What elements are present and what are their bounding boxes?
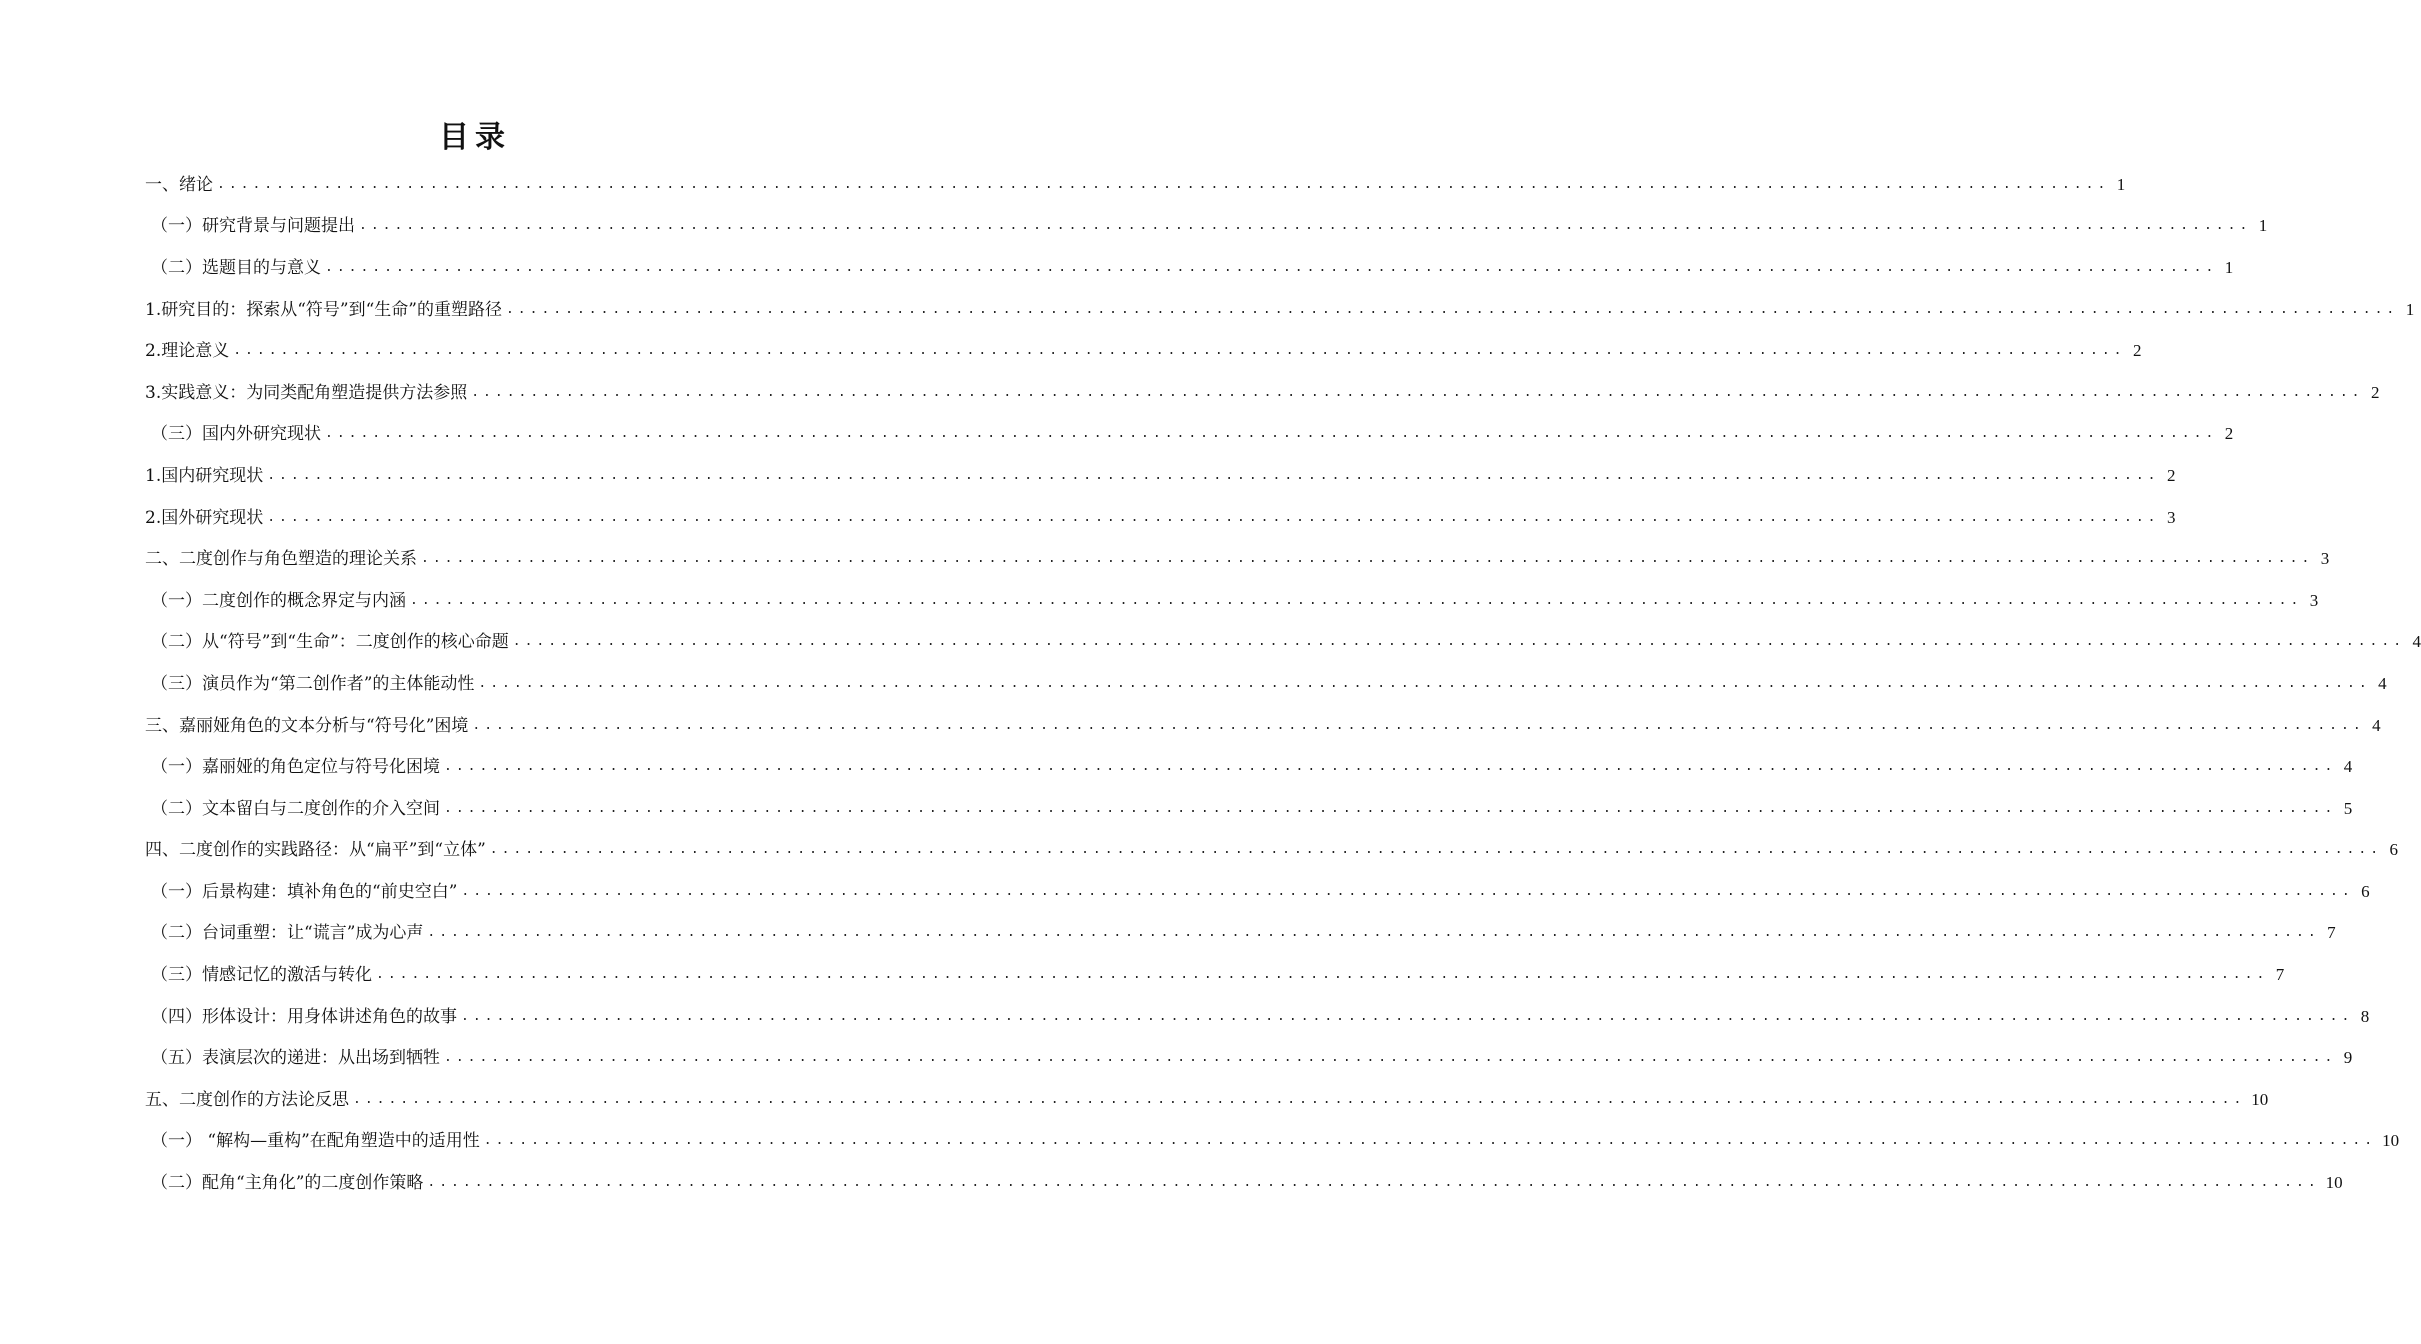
toc-entry-title: （二）选题目的与意义 <box>151 257 321 278</box>
toc-entry-title: 3.实践意义：为同类配角塑造提供方法参照 <box>145 382 468 403</box>
toc-entry[interactable] <box>145 1162 2343 1204</box>
toc-entry[interactable] <box>145 746 2353 788</box>
toc-entry-page-number: 4 <box>2343 757 2353 777</box>
toc-entry-title: 二、二度创作与角色塑造的理论关系 <box>145 549 417 570</box>
toc-entry[interactable] <box>145 1121 2400 1163</box>
toc-entry[interactable] <box>145 372 2380 414</box>
toc-entry[interactable] <box>145 788 2353 830</box>
dot-leader: ................................................................................................................................................................ <box>461 883 2354 899</box>
toc-entry-page-number: 2 <box>2167 465 2176 485</box>
toc-title: 目录 <box>439 120 511 155</box>
dot-leader: ................................................................................................................................................................ <box>471 384 2364 400</box>
toc-entry-page-number: 2 <box>2224 424 2234 444</box>
toc-entry-page-number: 4 <box>2378 673 2387 693</box>
toc-entry-title: 1.研究目的：探索从“符号”到“生命”的重塑路径 <box>145 299 502 320</box>
dot-leader: ................................................................................................................................................................ <box>444 1050 2337 1066</box>
toc-entry-title: （三）国内外研究现状 <box>151 424 321 445</box>
dot-leader: ................................................................................................................................................................ <box>267 509 2160 525</box>
toc-entry-title: （一） “解构—重构”在配角塑造中的适用性 <box>151 1131 480 1152</box>
dot-leader: ................................................................................................................................................................ <box>325 259 2218 275</box>
toc-entry-page-number: 6 <box>2361 881 2370 901</box>
toc-entry-title: （二）从“符号”到“生命”：二度创作的核心命题 <box>151 632 509 653</box>
toc-entry-title: （一）嘉丽娅的角色定位与符号化困境 <box>151 757 440 778</box>
toc-entry-page-number: 3 <box>2309 590 2319 610</box>
toc-entry[interactable] <box>145 996 2370 1038</box>
toc-entry-page-number: 1 <box>2258 216 2268 236</box>
toc-entry[interactable] <box>145 663 2387 705</box>
toc-entry-title: 2.理论意义 <box>145 341 230 362</box>
dot-leader: ................................................................................................................................................................ <box>427 925 2320 941</box>
toc-entry-title: 一、绪论 <box>145 174 213 195</box>
toc-entry-page-number: 4 <box>2412 632 2421 652</box>
toc-entry-page-number: 2 <box>2371 382 2380 402</box>
toc-entry-page-number: 10 <box>2325 1173 2343 1193</box>
toc-entry[interactable] <box>145 414 2234 456</box>
toc-entry[interactable] <box>145 1037 2353 1079</box>
toc-entry-title: 2.国外研究现状 <box>145 507 264 528</box>
toc-entry-page-number: 7 <box>2327 923 2336 943</box>
toc-entry-page-number: 1 <box>2224 257 2234 277</box>
toc-entry[interactable] <box>145 1079 2269 1121</box>
toc-entry-title: （一）研究背景与问题提出 <box>151 216 355 237</box>
toc-entry-page-number: 5 <box>2343 798 2353 818</box>
dot-leader: ................................................................................................................................................................ <box>217 176 2110 192</box>
toc-entry-page-number: 8 <box>2360 1006 2370 1026</box>
dot-leader: ................................................................................................................................................................ <box>505 301 2399 317</box>
dot-leader: ................................................................................................................................................................ <box>427 1175 2320 1191</box>
toc-entry-page-number: 9 <box>2343 1048 2353 1068</box>
dot-leader: ................................................................................................................................................................ <box>478 675 2371 691</box>
toc-entry[interactable] <box>145 580 2319 622</box>
toc-entry-page-number: 7 <box>2275 965 2285 985</box>
toc-entry[interactable] <box>145 330 2142 372</box>
toc-entry-title: 1.国内研究现状 <box>145 465 264 486</box>
toc-entry[interactable] <box>145 954 2285 996</box>
toc-entry-title: （一）后景构建：填补角色的“前史空白” <box>151 881 458 902</box>
toc-entry-page-number: 10 <box>2382 1131 2400 1151</box>
toc-entry[interactable] <box>145 913 2336 955</box>
dot-leader: ................................................................................................................................................................ <box>359 218 2252 234</box>
toc-entry-page-number: 10 <box>2251 1089 2269 1109</box>
dot-leader: ................................................................................................................................................................ <box>483 1133 2377 1149</box>
toc-entry-title: （五）表演层次的递进：从出场到牺牲 <box>151 1048 440 1069</box>
toc-entry[interactable] <box>145 622 2421 664</box>
toc-entry[interactable] <box>145 705 2381 747</box>
dot-leader: ................................................................................................................................................................ <box>444 800 2337 816</box>
toc-entry[interactable] <box>145 289 2415 331</box>
toc-entry-page-number: 3 <box>2320 549 2330 569</box>
dot-leader: ................................................................................................................................................................ <box>376 967 2269 983</box>
toc-entry-page-number: 4 <box>2372 715 2381 735</box>
dot-leader: ................................................................................................................................................................ <box>233 343 2126 359</box>
dot-leader: ................................................................................................................................................................ <box>444 759 2337 775</box>
toc-entry-title: （三）演员作为“第二创作者”的主体能动性 <box>151 673 475 694</box>
toc-entry-title: 四、二度创作的实践路径：从“扁平”到“立体” <box>145 840 486 861</box>
toc-entry-page-number: 1 <box>2405 299 2415 319</box>
dot-leader: ................................................................................................................................................................ <box>512 634 2406 650</box>
toc-entry[interactable] <box>145 164 2126 206</box>
toc-entry[interactable] <box>145 871 2370 913</box>
toc-entry[interactable] <box>145 538 2330 580</box>
toc-entry-title: （一）二度创作的概念界定与内涵 <box>151 590 406 611</box>
dot-leader: ................................................................................................................................................................ <box>461 1008 2354 1024</box>
toc-entry[interactable] <box>145 497 2176 539</box>
toc-entry[interactable] <box>145 830 2399 872</box>
toc-entry-page-number: 6 <box>2389 840 2399 860</box>
toc-entry-page-number: 2 <box>2133 341 2142 361</box>
dot-leader: ................................................................................................................................................................ <box>410 592 2303 608</box>
dot-leader: ................................................................................................................................................................ <box>267 467 2160 483</box>
toc-entry-title: （二）台词重塑：让“谎言”成为心声 <box>151 923 424 944</box>
toc-entry-title: （三）情感记忆的激活与转化 <box>151 965 372 986</box>
toc-entry-title: （二）配角“主角化”的二度创作策略 <box>151 1173 424 1194</box>
toc-entry-page-number: 3 <box>2167 507 2176 527</box>
dot-leader: ................................................................................................................................................................ <box>325 426 2218 442</box>
dot-leader: ................................................................................................................................................................ <box>489 842 2383 858</box>
toc-entry-title: （二）文本留白与二度创作的介入空间 <box>151 798 440 819</box>
toc-entry[interactable] <box>145 247 2234 289</box>
toc-entry-title: 三、嘉丽娅角色的文本分析与“符号化”困境 <box>145 715 469 736</box>
dot-leader: ................................................................................................................................................................ <box>353 1091 2246 1107</box>
toc-entry[interactable] <box>145 206 2268 248</box>
dot-leader: ................................................................................................................................................................ <box>421 551 2314 567</box>
toc-entry-title: （四）形体设计：用身体讲述角色的故事 <box>151 1006 457 1027</box>
toc-entry-page-number: 1 <box>2116 174 2126 194</box>
toc-entry-title: 五、二度创作的方法论反思 <box>145 1089 349 1110</box>
toc-list <box>145 164 2421 1204</box>
dot-leader: ................................................................................................................................................................ <box>472 717 2365 733</box>
toc-entry[interactable] <box>145 455 2176 497</box>
